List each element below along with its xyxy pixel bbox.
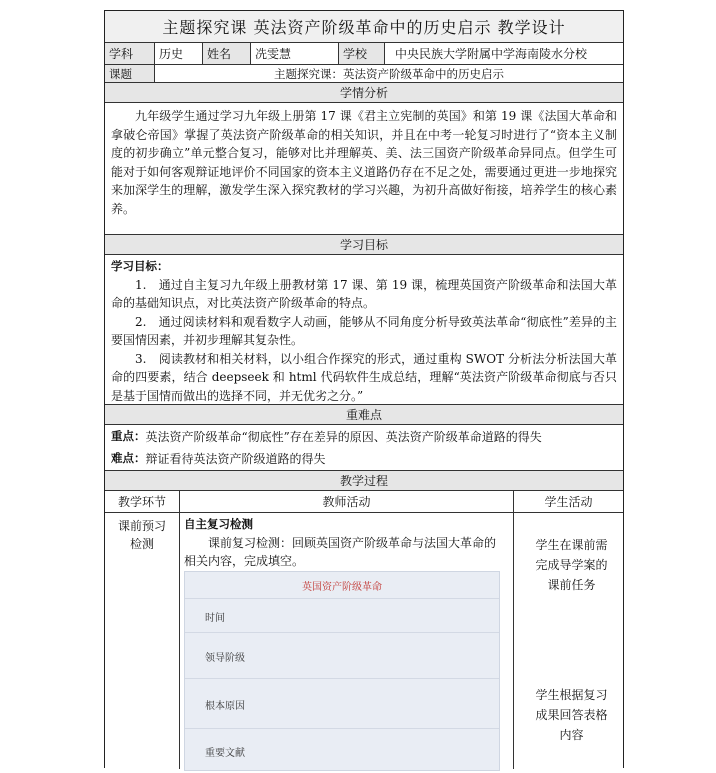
student-activity-1: 学生在课前需完成导学案的课前任务	[535, 538, 608, 592]
info-row	[105, 43, 623, 65]
school-label: 学校	[339, 43, 385, 64]
student-cell	[514, 513, 623, 769]
name-value: 冼雯慧	[251, 43, 339, 64]
task-text: 课前复习检测：回顾英国资产阶级革命与法国大革命的相关内容，完成填空。	[184, 535, 497, 568]
col-stage-header: 教学环节	[105, 491, 180, 512]
name-label: 姓名	[203, 43, 251, 64]
difficult-label: 难点：	[111, 451, 146, 465]
analysis-section	[105, 103, 623, 235]
analysis-header: 学情分析	[105, 83, 623, 103]
topic-value: 主题探究课：英法资产阶级革命中的历史启示	[274, 66, 504, 81]
review-row-document: 重要文献	[185, 728, 499, 773]
key-header: 重难点	[105, 405, 623, 425]
review-table-title: 英国资产阶级革命	[302, 581, 382, 593]
key-label: 重点：	[111, 429, 146, 443]
stage-cell	[105, 513, 180, 769]
topic-label: 课题	[105, 65, 155, 82]
goal-item-2: 2. 通过阅读材料和观看数字人动画，能够从不同角度分析导致英法革命“彻底性”差异的主要国情因素，并初步理解其复杂性。	[111, 314, 617, 347]
review-row-cause: 根本原因	[185, 678, 499, 729]
key-text: 英法资产阶级革命“彻底性”存在差异的原因、英法资产阶级革命道路的得失	[145, 429, 542, 444]
process-header: 教学过程	[105, 471, 623, 491]
teacher-cell	[180, 513, 514, 769]
process-columns	[105, 491, 623, 513]
document-title: 主题探究课 英法资产阶级革命中的历史启示 教学设计	[105, 11, 623, 43]
goal-item-3: 3. 阅读教材和相关材料，以小组合作探究的形式，通过重构 SWOT 分析法分析法国大革命的四要素，结合 deepseek 和 html 代码软件生成总结，理解“英法资产阶级革命彻底与否只是基于国情而做出的选择不同，并无优劣之分。”	[111, 351, 617, 403]
goals-header: 学习目标	[105, 235, 623, 255]
difficult-text: 辩证看待英法资产阶级道路的得失	[145, 451, 326, 466]
goal-item-1: 1. 通过自主复习九年级上册教材第 17 课、第 19 课，梳理英国资产阶级革命和法国大革命的基础知识点，对比英法资产阶级革命的特点。	[111, 277, 617, 310]
task-title: 自主复习检测	[184, 517, 253, 531]
student-activity-2: 学生根据复习成果回答表格内容	[535, 688, 608, 742]
stage-text: 课前预习检测	[117, 519, 166, 551]
process-body	[105, 513, 623, 769]
subject-label: 学科	[105, 43, 155, 64]
goals-label: 学习目标：	[111, 259, 169, 273]
key-section	[105, 425, 623, 471]
topic-row	[105, 65, 623, 83]
review-row-time: 时间	[185, 598, 499, 633]
col-student-header: 学生活动	[544, 495, 593, 509]
school-value: 中央民族大学附属中学海南陵水分校	[395, 47, 588, 61]
lesson-plan-table	[104, 10, 624, 768]
col-teacher-header: 教师活动	[180, 491, 514, 512]
review-row-leader: 领导阶级	[185, 632, 499, 679]
goals-section	[105, 255, 623, 405]
review-table-image	[184, 571, 500, 771]
subject-value: 历史	[155, 43, 203, 64]
analysis-text: 九年级学生通过学习九年级上册第 17 课《君主立宪制的英国》和第 19 课《法国大革命和拿破仑帝国》掌握了英法资产阶级革命的相关知识，并且在中考一轮复习时进行了“资本主义制度的初步确立”单元整合复习，能够对比并理解英、美、法三国资产阶级革命异同点。但学生可能对于如何客观辩证地评价不同国家的资本主义道路仍存在不足之处，需要通过更进一步地探究来加深学生的理解，激发学生深入探究教材的学习兴趣，为初升高做好衔接，培养学生的核心素养。	[111, 109, 617, 216]
